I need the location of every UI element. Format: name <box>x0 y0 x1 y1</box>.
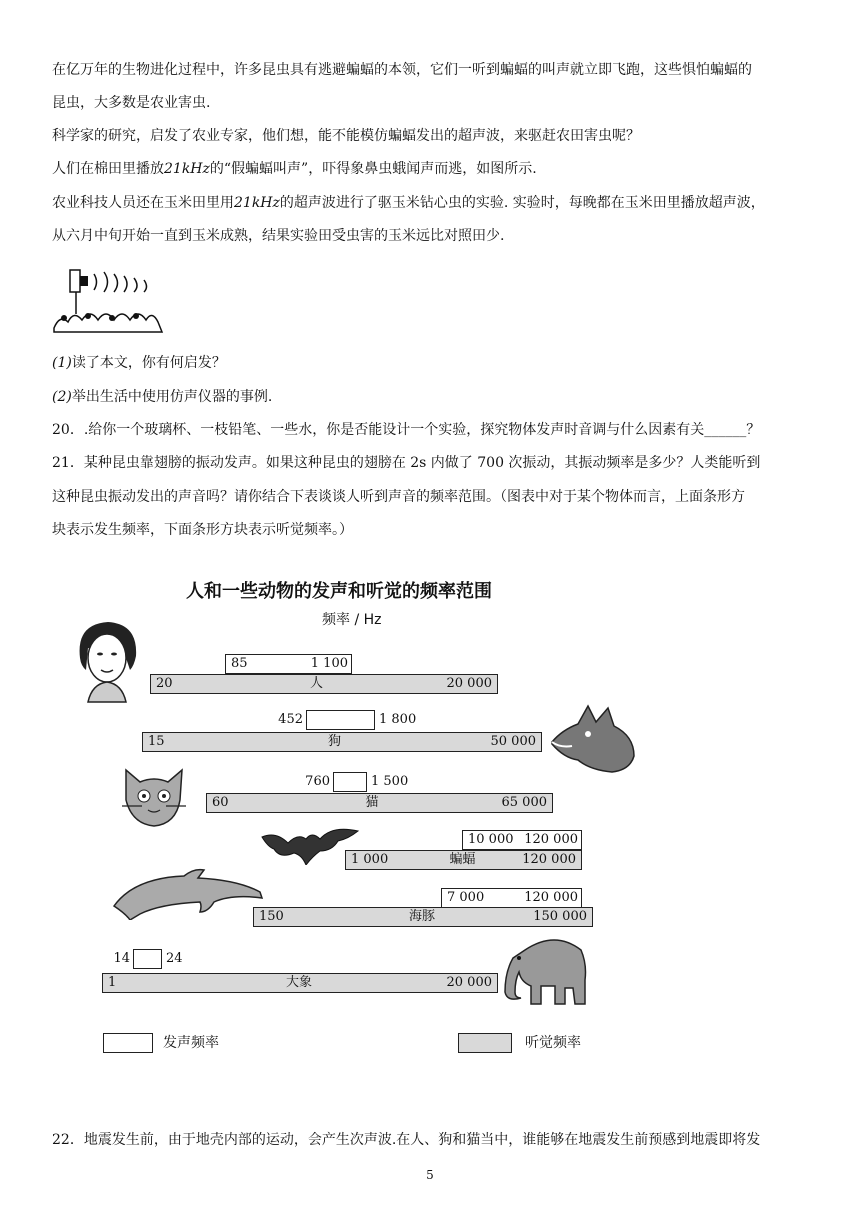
animal-name-label: 海豚 <box>409 909 436 924</box>
question-number: (1) <box>52 355 72 371</box>
emit-bar <box>306 710 375 730</box>
hear-high-label: 65 000 <box>501 795 547 810</box>
passage-line <box>52 193 812 213</box>
chart-title: 人和一些动物的发声和听觉的频率范围 <box>186 581 492 602</box>
legend-emit-swatch <box>103 1033 153 1053</box>
passage-line: 科学家的研究，启发了农业专家，他们想，能不能模仿蝙蝠发出的超声波，来驱赶农田害虫呢？ <box>52 128 640 144</box>
emit-low-label: 7 000 <box>447 890 485 905</box>
question-22: 22．地震发生前，由于地壳内部的运动，会产生次声波.在人、狗和猫当中，谁能够在地震发生前预感到地震即将发 <box>52 1132 761 1148</box>
frequency-value: 21kHz <box>234 195 280 211</box>
question-21-line: 这种昆虫振动发出的声音吗？请你结合下表谈谈人听到声音的频率范围。（图表中对于某个物体而言，上面条形方 <box>52 489 745 505</box>
hear-bar <box>142 732 542 752</box>
hear-high-label: 120 000 <box>522 852 576 867</box>
emit-high-label: 1 100 <box>310 656 348 671</box>
question-number: (2) <box>52 389 72 405</box>
passage-line: 昆虫，大多数是农业害虫. <box>52 95 211 111</box>
legend-hear-label: 听觉频率 <box>525 1035 581 1051</box>
hear-low-label: 150 <box>259 909 284 924</box>
page-number: 5 <box>426 1168 434 1182</box>
text-span: 的超声波进行了驱玉米钻心虫的实验. 实验时，每晚都在玉米田里播放超声波， <box>279 195 765 211</box>
emit-high-label: 24 <box>166 951 183 966</box>
emit-high-label: 1 500 <box>371 774 409 789</box>
question-text: 举出生活中使用仿声仪器的事例. <box>71 389 273 405</box>
emit-bar <box>133 949 162 969</box>
emit-high-label: 120 000 <box>524 832 578 847</box>
hear-high-label: 20 000 <box>446 676 492 691</box>
question-text: 读了本文，你有何启发？ <box>71 355 226 371</box>
question-21-line: 块表示发生频率，下面条形方块表示听觉频率。） <box>52 522 353 538</box>
hear-low-label: 1 000 <box>351 852 389 867</box>
text-span: 人们在棉田里播放 <box>52 161 164 177</box>
bat-icon <box>260 825 360 865</box>
hear-low-label: 15 <box>148 734 165 749</box>
cat-icon <box>118 766 190 828</box>
emit-high-label: 120 000 <box>524 890 578 905</box>
hear-low-label: 1 <box>108 975 117 990</box>
hear-high-label: 50 000 <box>490 734 536 749</box>
text-span: 农业科技人员还在玉米田里用 <box>52 195 234 211</box>
hear-low-label: 20 <box>156 676 173 691</box>
elephant-icon <box>495 930 590 1010</box>
legend-emit-label: 发声频率 <box>163 1035 219 1051</box>
emit-low-label: 760 <box>305 774 330 789</box>
animal-name-label: 猫 <box>365 795 379 810</box>
emit-high-label: 1 800 <box>379 712 417 727</box>
dog-icon <box>548 702 638 774</box>
question-20: 20．.给你一个玻璃杯、一枝铅笔、一些水，你是否能设计一个实验，探究物体发声时音调与什么因素有关______？ <box>52 422 761 438</box>
emit-low-label: 452 <box>278 712 303 727</box>
question-21-line: 21．某种昆虫靠翅膀的振动发声。如果这种昆虫的翅膀在 2s 内做了 700 次振动，其振动频率是多少？人类能听到 <box>52 455 761 471</box>
passage-line <box>52 159 812 179</box>
emit-low-label: 10 000 <box>468 832 514 847</box>
animal-name-label: 狗 <box>328 734 342 749</box>
animal-name-label: 大象 <box>286 975 313 990</box>
passage-line: 从六月中旬开始一直到玉米成熟，结果实验田受虫害的玉米远比对照田少. <box>52 228 505 244</box>
hear-low-label: 60 <box>212 795 229 810</box>
chart-unit-label: 频率 / Hz <box>322 612 382 628</box>
emit-low-label: 14 <box>113 951 130 966</box>
cotton-field-illustration <box>52 262 172 334</box>
emit-low-label: 85 <box>231 656 248 671</box>
dolphin-icon <box>110 866 272 920</box>
frequency-value: 21kHz <box>164 161 210 177</box>
passage-line: 在亿万年的生物进化过程中，许多昆虫具有逃避蝙蝠的本领，它们一听到蝙蝠的叫声就立即飞跑，这些惧怕蝙蝠的 <box>52 62 752 78</box>
animal-name-label: 人 <box>310 676 324 691</box>
hear-high-label: 20 000 <box>446 975 492 990</box>
question-line <box>52 387 812 407</box>
person-icon <box>70 618 145 703</box>
question-line <box>52 353 812 373</box>
emit-bar <box>333 772 367 792</box>
hear-high-label: 150 000 <box>533 909 587 924</box>
legend-hear-swatch <box>458 1033 512 1053</box>
text-span: 的“假蝙蝠叫声”，吓得象鼻虫蛾闻声而逃，如图所示. <box>209 161 537 177</box>
animal-name-label: 蝙蝠 <box>449 852 476 867</box>
